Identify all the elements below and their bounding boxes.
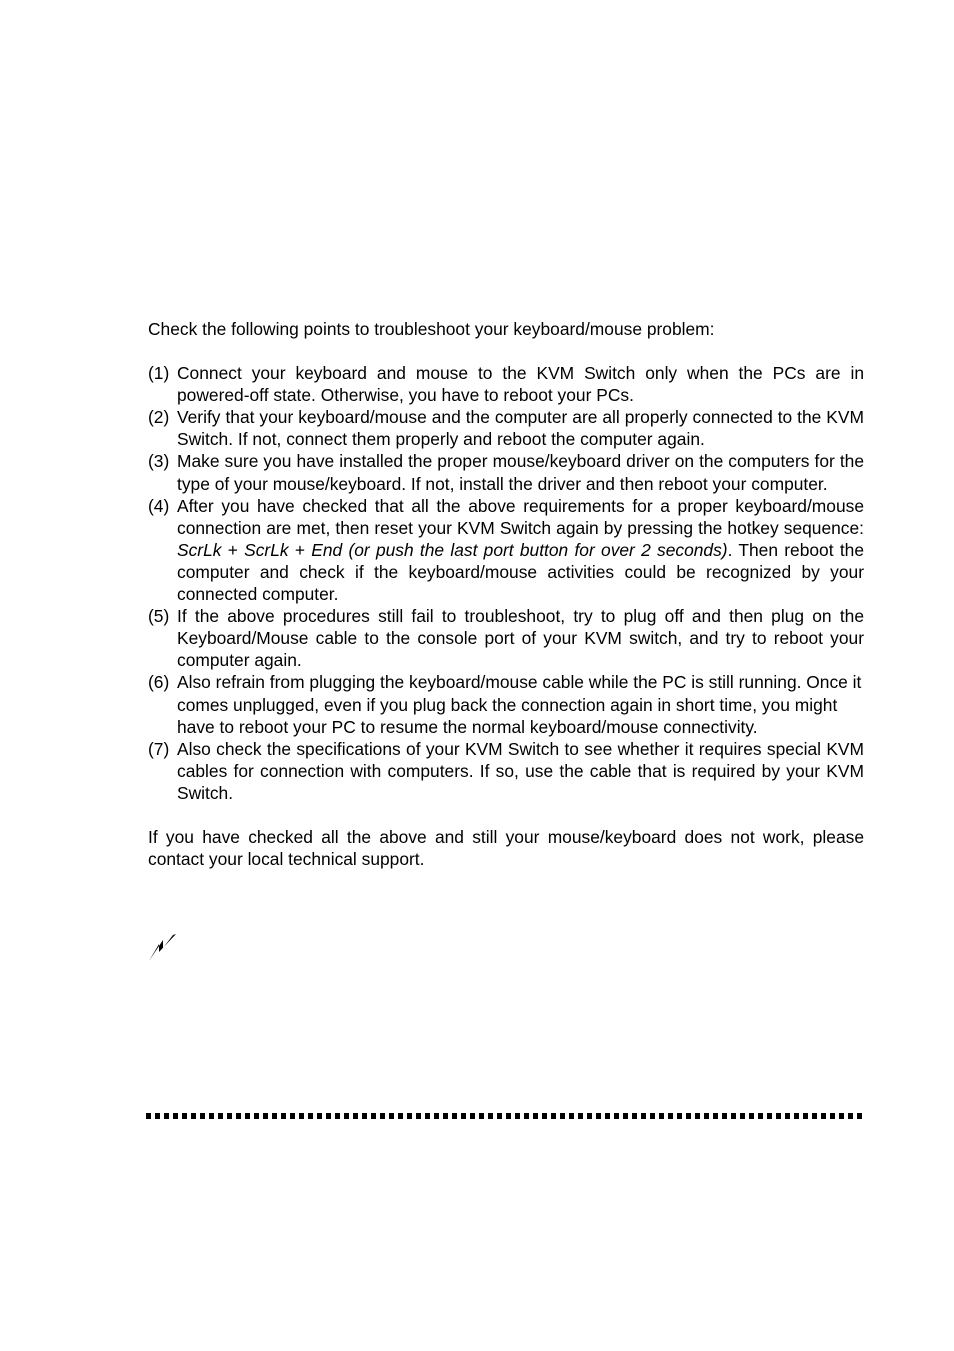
- item-text: [177, 495, 864, 605]
- item-text: Connect your keyboard and mouse to the KVM Switch only when the PCs are in powered-off state. Otherwise, you have to reboot your PCs.: [177, 363, 864, 406]
- list-item: [148, 605, 864, 671]
- item-number: (4): [148, 495, 170, 516]
- hotkey-scrlk-2: ScrLk: [244, 539, 289, 560]
- item-number: (7): [148, 738, 170, 759]
- intro-paragraph: Check the following points to troubleshoot your keyboard/mouse problem:: [148, 319, 715, 339]
- troubleshooting-list: [148, 362, 864, 804]
- item-text: Also refrain from plugging the keyboard/mouse cable while the PC is still running. Once it comes unplugged, even if you plug back the connection again in short time, you might have to reboot your PC to resume the normal keyboard/mouse connectivity.: [177, 672, 862, 737]
- item-text-before: After you have checked that all the above requirements for a proper keyboard/mouse connection are met, then reset your KVM Switch again by pressing the hotkey sequence:: [177, 495, 864, 538]
- closing-paragraph: If you have checked all the above and still your mouse/keyboard does not work, please contact your local technical support.: [148, 826, 864, 870]
- hotkey-plus-2: +: [288, 539, 312, 560]
- item-text: Make sure you have installed the proper mouse/keyboard driver on the computers for the type of your mouse/keyboard. If not, install the driver and then reboot your computer.: [177, 451, 864, 494]
- dotted-divider: [146, 1113, 864, 1119]
- item-text: Verify that your keyboard/mouse and the computer are all properly connected to the KVM Switch. If not, connect them properly and reboot the computer again.: [177, 407, 864, 450]
- list-item: [148, 738, 864, 804]
- hotkey-scrlk-1: ScrLk: [177, 539, 222, 560]
- item-number: (3): [148, 451, 170, 472]
- list-item: [148, 450, 864, 494]
- item-text: Also check the specifications of your KVM Switch to see whether it requires special KVM cables for connection with computers. If so, use the cable that is required by your KVM Switch.: [177, 738, 864, 803]
- item-number: (6): [148, 672, 170, 693]
- list-item: [148, 362, 864, 406]
- list-item: [148, 406, 864, 450]
- list-item: [148, 495, 864, 605]
- item-number: (5): [148, 606, 170, 627]
- lightning-note-icon: [148, 932, 178, 962]
- list-item: [148, 671, 864, 737]
- item-number: (2): [148, 407, 170, 428]
- hotkey-end: End (or push the last port button for over 2 seconds): [311, 539, 728, 560]
- hotkey-plus-1: +: [221, 539, 245, 560]
- item-number: (1): [148, 363, 170, 384]
- item-text: If the above procedures still fail to troubleshoot, try to plug off and then plug on the Keyboard/Mouse cable to the console port of your KVM switch, and try to reboot your computer again.: [177, 606, 864, 671]
- item-text-after: . Then reboot the computer and check if the keyboard/mouse activities could be recognized by your connected computer.: [177, 539, 864, 605]
- troubleshooting-section: [148, 318, 864, 870]
